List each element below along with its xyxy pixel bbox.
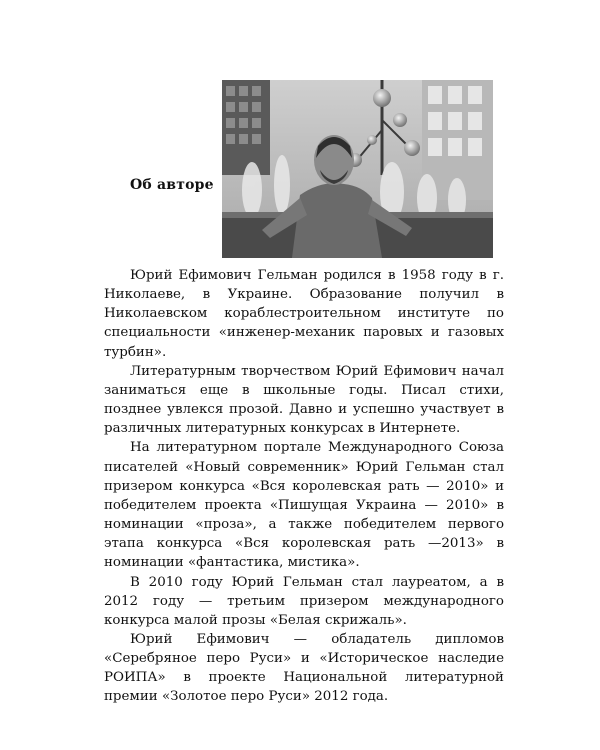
bio-paragraph-3: На литературном портале Международного Союза писателей «Новый современник» Юрий Гельман стал призером конкурса «Вся королевская рать — 2010» и победителем проекта «Пишущая Украина — 2010» в номинации «проза», а также победителем первого этапа конкурса «Вся королевская рать —2013» в номинации «фантастика, мистика». [104, 440, 504, 571]
author-photo [222, 80, 493, 258]
bio-paragraph-5: Юрий Ефимович — обладатель дипломов «Серебряное перо Руси» и «Историческое наследие РОИПА» в проекте Национальной литературной премии «Золотое перо Руси» 2012 года. [104, 631, 504, 705]
section-heading: Об авторе [130, 177, 214, 193]
bio-paragraph-4: В 2010 году Юрий Гельман стал лауреатом, а в 2012 году — третьим призером международного конкурса малой прозы «Белая скрижаль». [104, 574, 504, 628]
bio-paragraph-2: Литературным творчеством Юрий Ефимович начал заниматься еще в школьные годы. Писал стихи, позднее увлекся прозой. Давно и успешно участвует в различных литературных конкурсах в Интернете. [104, 363, 504, 437]
bio-paragraph-1: Юрий Ефимович Гельман родился в 1958 году в г. Николаеве, в Украине. Образование получил в Николаевском кораблестроительном институте по специальности «инженер-механик паровых и газовых турбин». [104, 268, 504, 360]
author-bio [104, 266, 504, 707]
